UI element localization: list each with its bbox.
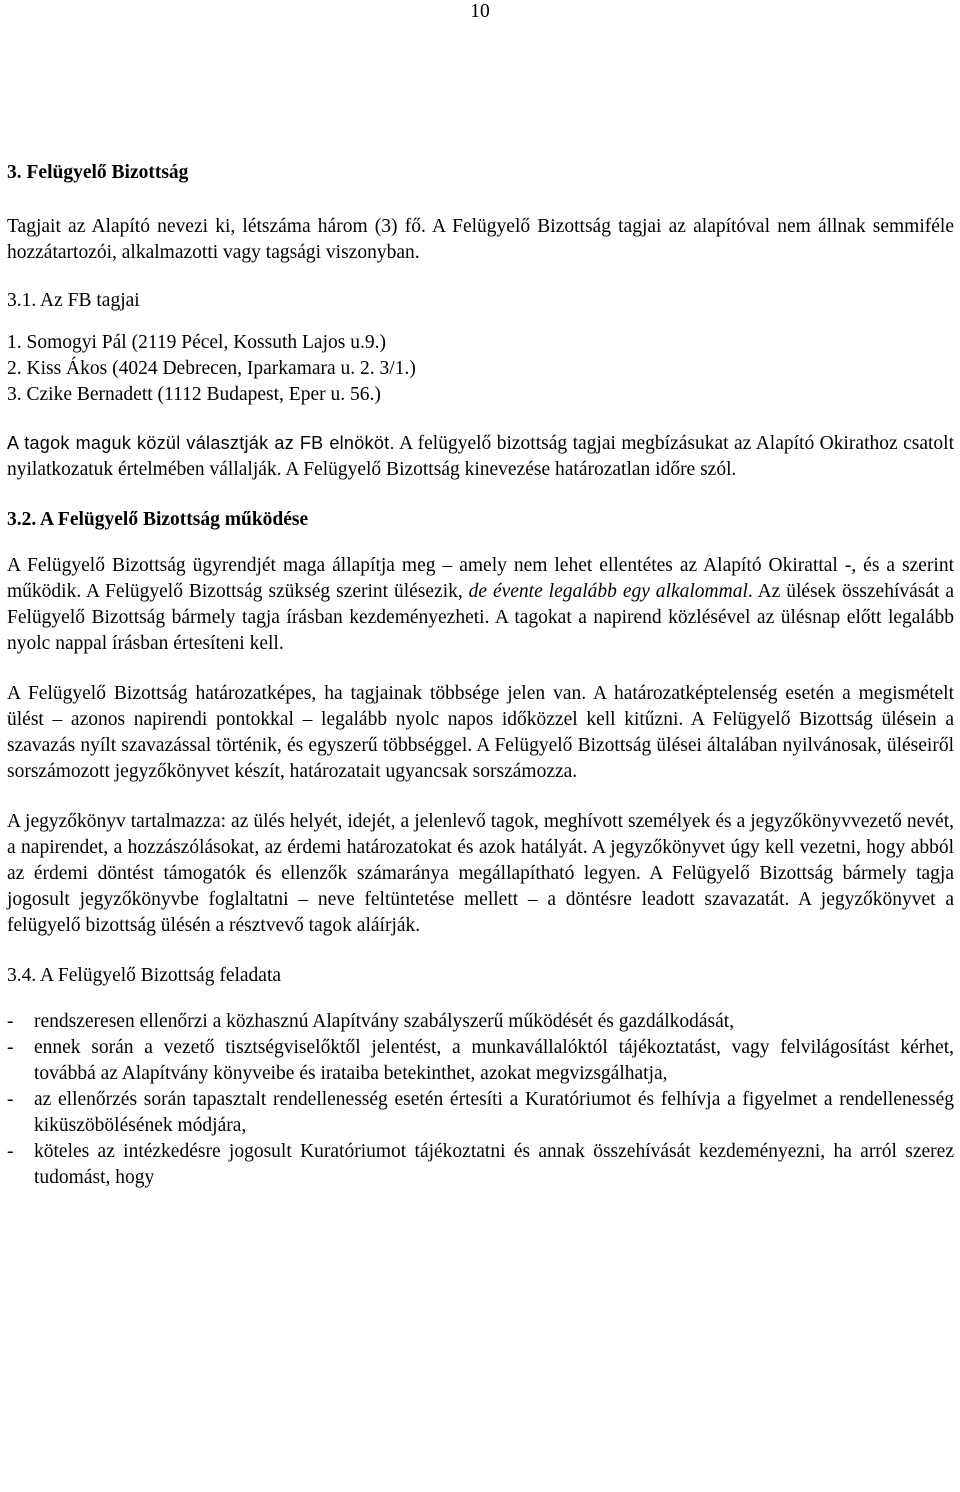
list-item xyxy=(7,1035,954,1087)
list-item-text: köteles az intézkedésre jogosult Kuratóriumot tájékoztatni és annak összehívását kezdeményezni, ha arról szerez tudomást, hogy xyxy=(34,1141,954,1188)
subsection-heading-3-1: 3.1. Az FB tagjai xyxy=(7,290,140,311)
list-dash: - xyxy=(7,1011,14,1032)
minutes-paragraph: A jegyzőkönyv tartalmazza: az ülés helyét, idejét, a jelenlevő tagok, meghívott személyek és a jegyzőkönyvvezető nevét, a napirendet, a hozzászólásokat, az érdemi határozatokat és azok hatályát. A jegyzőkönyvet úgy kell vezetni, hogy abból az érdemi döntést támogatók és ellenzők számaránya megállapítható legyen. A Felügyelő Bizottság bármely tagja jogosult jegyzőkönyvbe foglaltatni – neve feltüntetése mellett – a döntésre leadott szavazatát. A jegyzőkönyvet a felügyelő bizottság ülésén a résztvevő tagok aláírják. xyxy=(7,811,954,936)
chair-election-text: A tagok maguk közül választják az FB elnököt. xyxy=(7,433,395,453)
list-dash: - xyxy=(7,1089,14,1110)
document-body xyxy=(7,160,954,1191)
operation-text-2: amely nem lehet ellentétes az Alapító Okirattal -, és a szerint működik. xyxy=(7,555,954,602)
subsection-heading-3-4: 3.4. A Felügyelő Bizottság feladata xyxy=(7,965,282,986)
operation-text-3: A Felügyelő Bizottság szükség szerint ülésezik, xyxy=(81,581,469,602)
operation-italic: de évente legalább egy alkalommal xyxy=(468,581,748,602)
list-dash: - xyxy=(7,1141,14,1162)
operation-text-4: . Az ülések összehívását a Felügyelő Bizottság bármely tagja írásban kezdeményezheti. A tagokat a napirend közlésével az ülésnap előtt legalább nyolc nappal írásban értesíteni kell. xyxy=(7,581,954,654)
em-dash: – xyxy=(442,555,453,576)
operation-paragraph xyxy=(7,553,954,657)
list-item xyxy=(7,1139,954,1191)
heading-title: A Felügyelő Bizottság működése xyxy=(36,509,309,530)
heading-number: 3.2. xyxy=(7,509,37,530)
list-dash: - xyxy=(7,1037,14,1058)
list-item xyxy=(7,1087,954,1139)
member-item: 3. Czike Bernadett (1112 Budapest, Eper u. 56.) xyxy=(7,384,381,405)
section-heading-3: 3. Felügyelő Bizottság xyxy=(7,162,189,183)
subsection-heading-3-2 xyxy=(7,507,954,533)
intro-paragraph: Tagjait az Alapító nevezi ki, létszáma három (3) fő. A Felügyelő Bizottság tagjai az alapítóval nem állnak semmiféle hozzátartozói, alkalmazotti vagy tagsági viszonyban. xyxy=(7,216,954,263)
page-number: 10 xyxy=(470,1,490,22)
quorum-paragraph: A Felügyelő Bizottság határozatképes, ha tagjainak többsége jelen van. A határozatképtelenség esetén a megismételt ülést – azonos napirendi pontokkal – legalább nyolc napos időközzel kell kitűzni. A Felügyelő Bizottság ülésein a szavazás nyílt szavazással történik, és egyszerű többséggel. A Felügyelő Bizottság ülései általában nyilvánosak, üléseiről sorszámozott jegyzőkönyvet készít, határozatait ugyancsak sorszámozza. xyxy=(7,683,954,782)
mandate-text: A felügyelő bizottság tagjai megbízásukat az Alapító Okirathoz csatolt nyilatkozatuk értelmében vállalják. A Felügyelő Bizottság kinevezése határozatlan időre szól. xyxy=(7,433,954,480)
operation-text-1: A Felügyelő Bizottság ügyrendjét maga állapítja meg xyxy=(7,555,443,576)
member-list xyxy=(7,330,954,408)
list-item-text: ennek során a vezető tisztségviselőktől jelentést, a munkavállalóktól tájékoztatást, vagy felvilágosítást kérhet, továbbá az Alapítvány könyveibe és irataiba betekinthet, azokat megvizsgálhatja, xyxy=(34,1037,954,1084)
member-item: 2. Kiss Ákos (4024 Debrecen, Iparkamara u. 2. 3/1.) xyxy=(7,358,416,379)
list-item-text: rendszeresen ellenőrzi a közhasznú Alapítvány szabályszerű működését és gazdálkodását, xyxy=(34,1011,735,1032)
chair-election-paragraph xyxy=(7,430,954,483)
member-item: 1. Somogyi Pál (2119 Pécel, Kossuth Lajos u.9.) xyxy=(7,332,386,353)
list-item xyxy=(7,1009,954,1035)
list-item-text: az ellenőrzés során tapasztalt rendellenesség esetén értesíti a Kuratóriumot és felhívja a figyelmet a rendellenesség kiküszöbölésének módjára, xyxy=(34,1089,954,1136)
task-list xyxy=(7,1009,954,1191)
